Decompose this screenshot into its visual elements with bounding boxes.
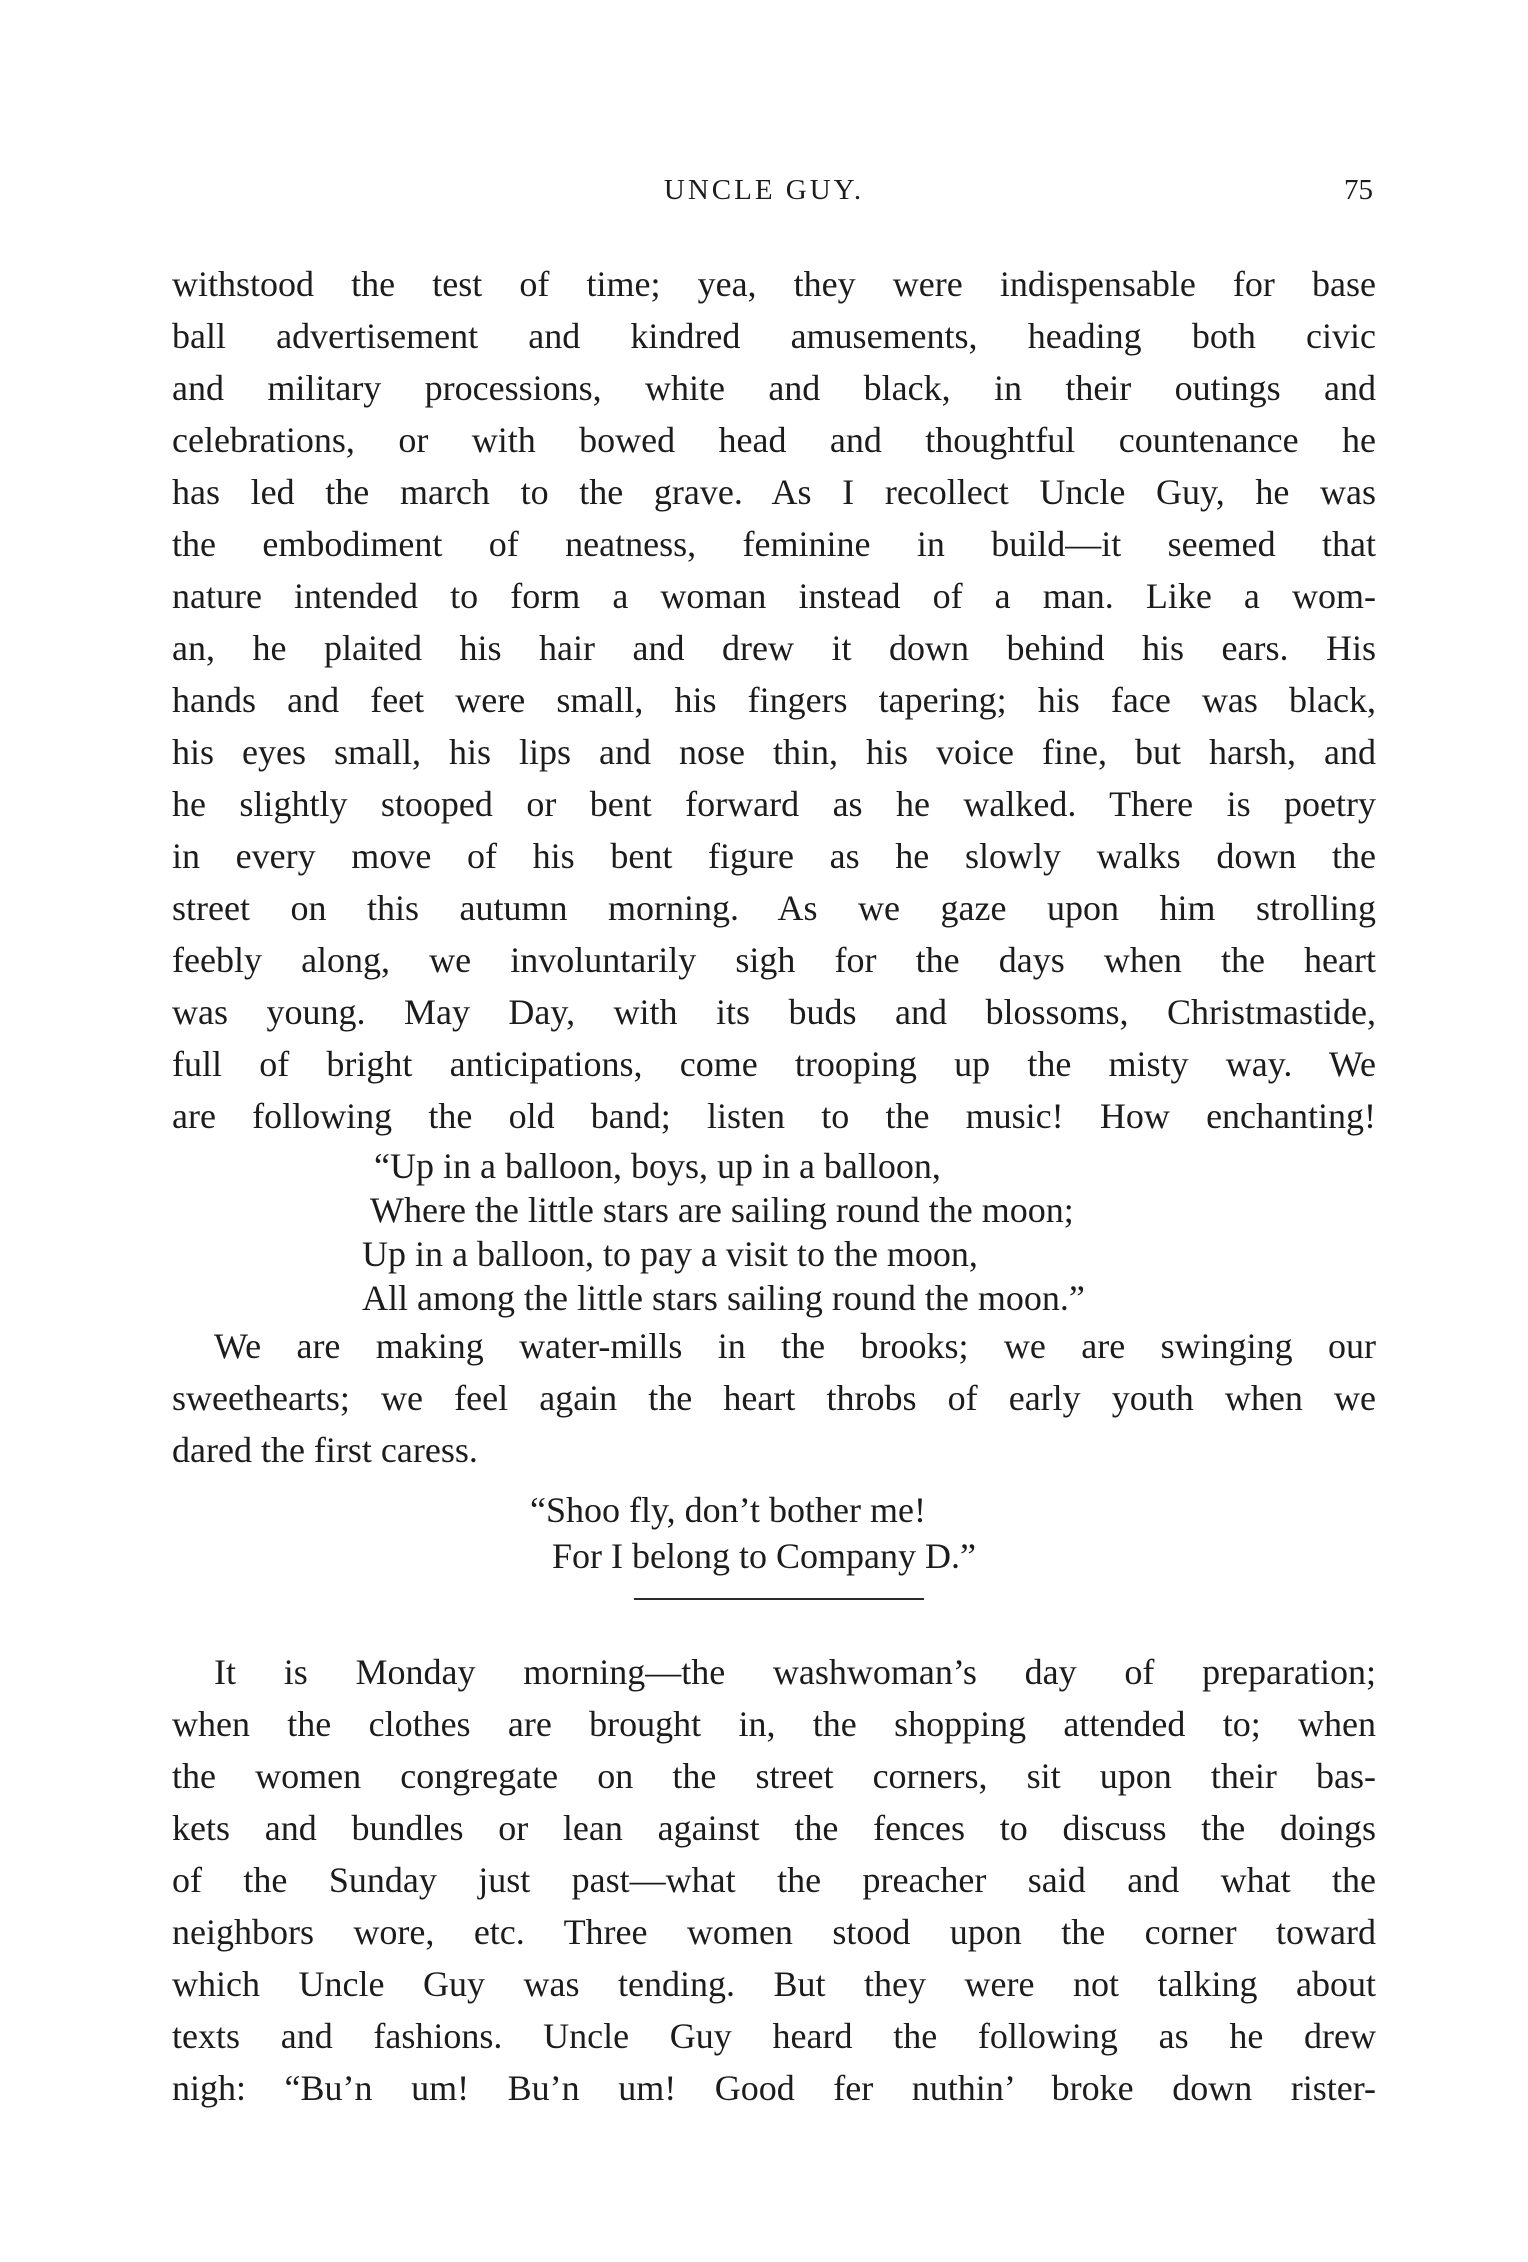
text-line: withstood the test of time; yea, they were indispensable for base <box>172 264 1376 304</box>
text-line: texts and fashions. Uncle Guy heard the following as he drew <box>172 2016 1376 2056</box>
text-line: which Uncle Guy was tending. But they were not talking about <box>172 1964 1376 2004</box>
text-line: nature intended to form a woman instead of a man. Like a wom- <box>172 576 1376 616</box>
verse-line: For I belong to Company D.” <box>552 1536 976 1576</box>
text-line: ball advertisement and kindred amusements, heading both civic <box>172 316 1376 356</box>
text-line: the women congregate on the street corners, sit upon their bas- <box>172 1756 1376 1796</box>
text-line: nigh: “Bu’n um! Bu’n um! Good fer nuthin’ broke down rister- <box>172 2068 1376 2108</box>
text-line: We are making water-mills in the brooks; we are swinging our <box>214 1326 1376 1366</box>
text-line: his eyes small, his lips and nose thin, his voice fine, but harsh, and <box>172 732 1376 772</box>
text-line: full of bright anticipations, come trooping up the misty way. We <box>172 1044 1376 1084</box>
text-line: kets and bundles or lean against the fences to discuss the doings <box>172 1808 1376 1848</box>
text-line: hands and feet were small, his fingers tapering; his face was black, <box>172 680 1376 720</box>
text-line: It is Monday morning—the washwoman’s day of preparation; <box>214 1652 1376 1692</box>
text-line: when the clothes are brought in, the shopping attended to; when <box>172 1704 1376 1744</box>
text-line: he slightly stooped or bent forward as he walked. There is poetry <box>172 784 1376 824</box>
page-number: 75 <box>1344 174 1373 206</box>
running-head <box>0 168 1528 212</box>
verse-line: Where the little stars are sailing round the moon; <box>370 1190 1074 1230</box>
verse-line: “Up in a balloon, boys, up in a balloon, <box>374 1146 941 1186</box>
verse-line: All among the little stars sailing round the moon.” <box>362 1278 1085 1318</box>
text-line: celebrations, or with bowed head and thoughtful countenance he <box>172 420 1376 460</box>
text-line: street on this autumn morning. As we gaze upon him strolling <box>172 888 1376 928</box>
verse-line: “Shoo fly, don’t bother me! <box>530 1490 926 1530</box>
running-title: UNCLE GUY. <box>663 174 865 206</box>
text-line: sweethearts; we feel again the heart throbs of early youth when we <box>172 1378 1376 1418</box>
text-line: feebly along, we involuntarily sigh for the days when the heart <box>172 940 1376 980</box>
verse-line: Up in a balloon, to pay a visit to the moon, <box>362 1234 978 1274</box>
text-line: the embodiment of neatness, feminine in build—it seemed that <box>172 524 1376 564</box>
text-line: in every move of his bent figure as he slowly walks down the <box>172 836 1376 876</box>
text-line: of the Sunday just past—what the preacher said and what the <box>172 1860 1376 1900</box>
text-line: has led the march to the grave. As I recollect Uncle Guy, he was <box>172 472 1376 512</box>
text-line: and military processions, white and black, in their outings and <box>172 368 1376 408</box>
text-line: neighbors wore, etc. Three women stood upon the corner toward <box>172 1912 1376 1952</box>
text-line: an, he plaited his hair and drew it down behind his ears. His <box>172 628 1376 668</box>
text-line: was young. May Day, with its buds and blossoms, Christmastide, <box>172 992 1376 1032</box>
text-line: are following the old band; listen to the music! How enchanting! <box>172 1096 1376 1136</box>
text-line: dared the first caress. <box>172 1430 478 1470</box>
section-divider <box>634 1598 924 1600</box>
